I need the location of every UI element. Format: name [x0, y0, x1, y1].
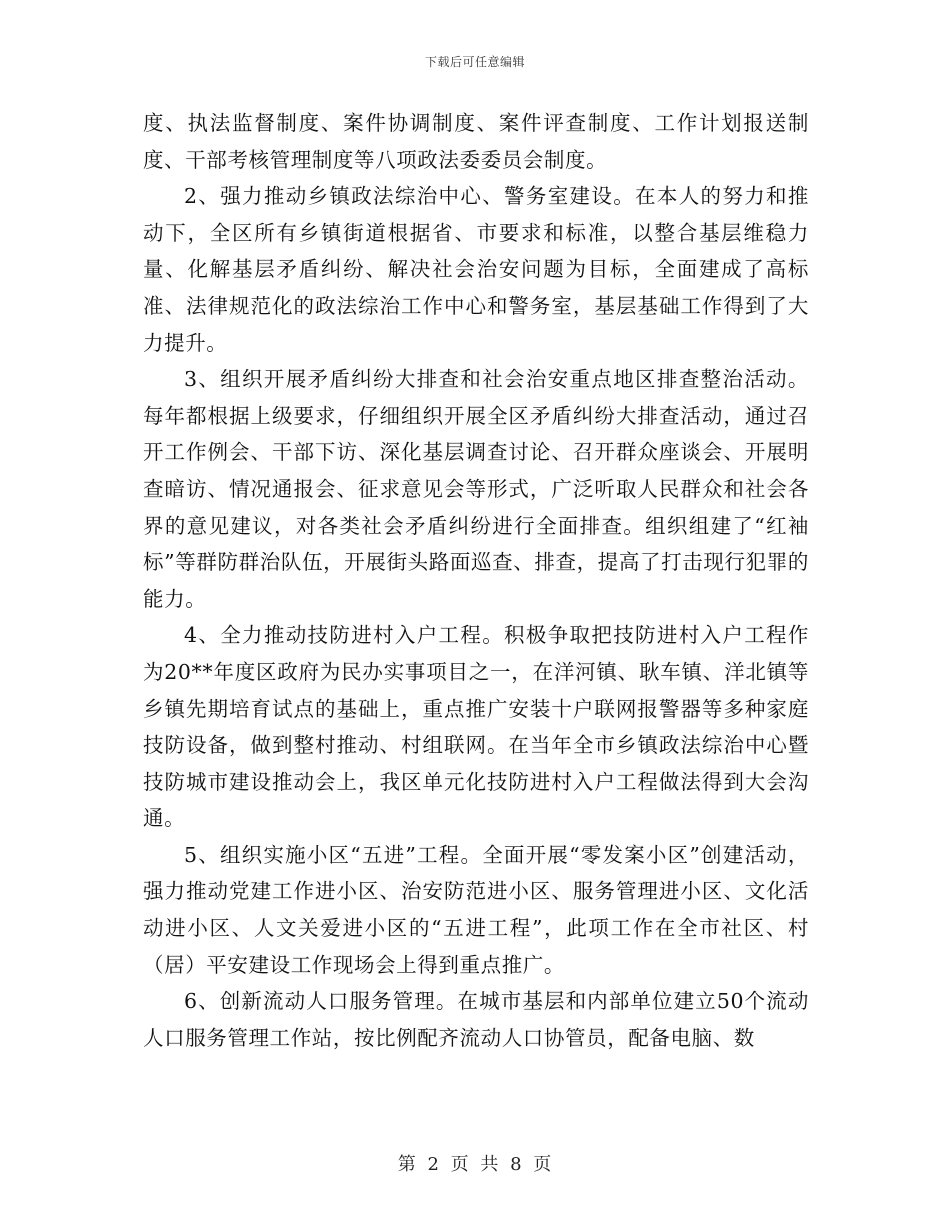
paragraph-item-4: 4、全力推动技防进村入户工程。积极争取把技防进村入户工程作为20**年度区政府为民办实事项目之一，在洋河镇、耿车镇、洋北镇等乡镇先期培育试点的基础上，重点推广安装十户联网报警器等多种家庭技防设备，做到整村推动、村组联网。在当年全市乡镇政法综治中心暨技防城市建设推动会上，我区单元化技防进村入户工程做法得到大会沟通。: [143, 623, 809, 831]
paragraph-item-5: 5、组织实施小区“五进”工程。全面开展“零发案小区”创建活动，强力推动党建工作进小区、治安防范进小区、服务管理进小区、文化活动进小区、人文关爱进小区的“五进工程”，此项工作在全市社区、村（居）平安建设工作现场会上得到重点推广。: [143, 842, 809, 977]
paragraph-continuation: 度、执法监督制度、案件协调制度、案件评查制度、工作计划报送制度、干部考核管理制度等八项政法委委员会制度。: [143, 111, 809, 172]
page-header: 下载后可任意编辑: [424, 55, 525, 69]
paragraph-item-3: 3、组织开展矛盾纠纷大排查和社会治安重点地区排查整治活动。每年都根据上级要求，仔细组织开展全区矛盾纠纷大排查活动，通过召开工作例会、干部下访、深化基层调查讨论、召开群众座谈会、开展明查暗访、情况通报会、征求意见会等形式，广泛听取人民群众和社会各界的意见建议，对各类社会矛盾纠纷进行全面排查。组织组建了“红袖标”等群防群治队伍，开展街头路面巡查、排查，提高了打击现行犯罪的能力。: [143, 367, 809, 611]
paragraph-item-2: 2、强力推动乡镇政法综治中心、警务室建设。在本人的努力和推动下，全区所有乡镇街道根据省、市要求和标准，以整合基层维稳力量、化解基层矛盾纠纷、解决社会治安问题为目标，全面建成了高标准、法律规范化的政法综治工作中心和警务室，基层基础工作得到了大力提升。: [143, 184, 809, 355]
paragraph-item-6: 6、创新流动人口服务管理。在城市基层和内部单位建立50个流动人口服务管理工作站，按比例配齐流动人口协管员，配备电脑、数: [143, 989, 809, 1050]
document-body: [143, 105, 809, 1056]
page-number-footer: 第 2 页 共 8 页: [397, 1154, 553, 1175]
